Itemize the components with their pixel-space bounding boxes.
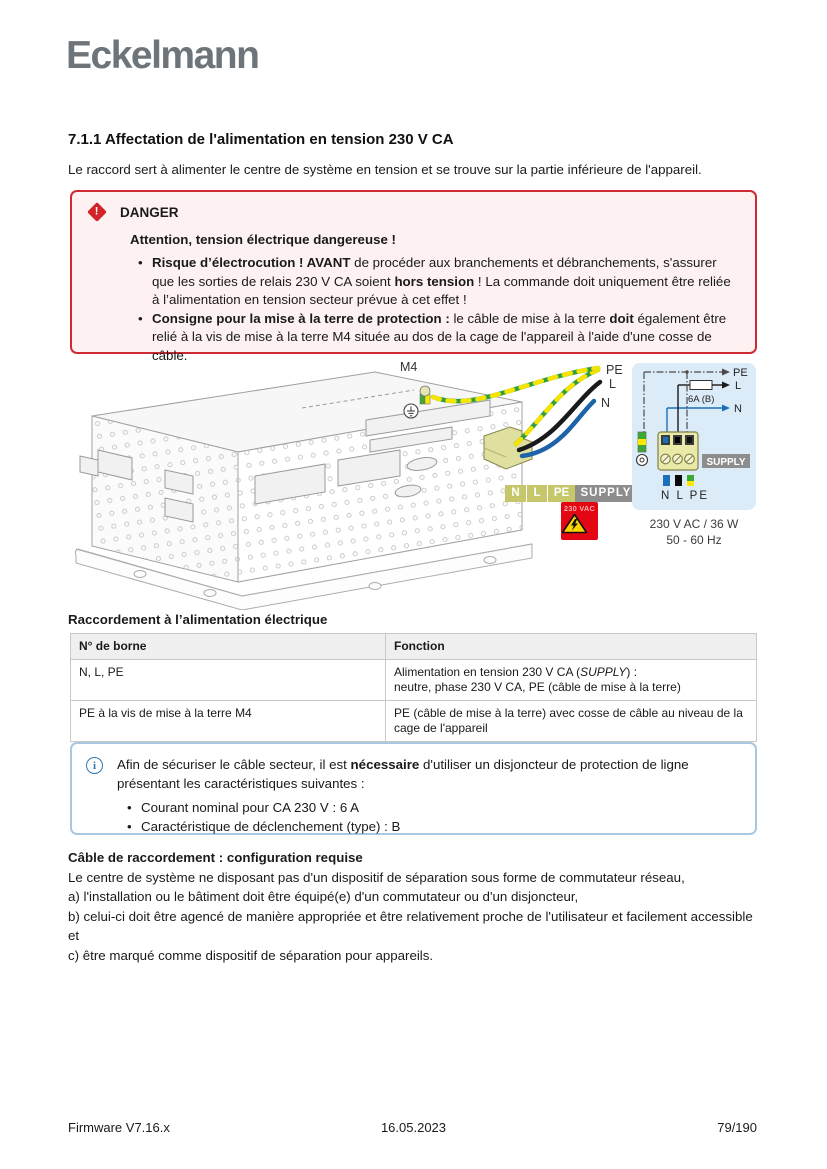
m4-label: M4 [400, 360, 418, 374]
pe-wire-label: PE [606, 363, 623, 377]
circuit-l-label: L [735, 380, 742, 392]
earth-symbol-icon [404, 404, 418, 418]
footer-date: 16.05.2023 [380, 1120, 447, 1135]
cable-line: a) l'installation ou le bâtiment doit être équipé(e) d'un commutateur ou d'un disjoncteur, [68, 889, 579, 904]
danger-bullet-text: Consigne pour la mise à la terre de protection : le câble de mise à la terre doit également être relié à la vis de mise à la terre M4 située au dos de la cage de l'appareil à l'aide d'une cosse de câble. [152, 310, 727, 363]
footer-page-number: 79/190 [717, 1120, 757, 1135]
table-heading: Raccordement à l’alimentation électrique [68, 612, 328, 627]
terminal-strip-labels [505, 485, 637, 502]
fuse-rating-label: 6A (B) [688, 394, 715, 405]
danger-icon: ! [87, 202, 107, 222]
intro-paragraph: Le raccord sert à alimenter le centre de système en tension et se trouve sur la partie inférieure de l'appareil. [68, 162, 702, 177]
table-row [71, 701, 757, 742]
terminal-pe-label: PE [548, 485, 575, 502]
info-bullet-text: Caractéristique de déclenchement (type) : B [141, 818, 401, 834]
info-icon: i [86, 757, 103, 774]
circuit-legend-label: N L PE [661, 490, 710, 502]
table-header-row [71, 634, 757, 660]
section-heading: 7.1.1 Affectation de l'alimentation en tension 230 V CA [68, 131, 454, 148]
company-logo: Eckelmann [66, 34, 259, 77]
bullet-dot: • [138, 310, 143, 326]
info-bullet [127, 799, 729, 818]
terminal-table [70, 633, 757, 742]
circuit-supply-label: SUPPLY [706, 457, 746, 468]
high-voltage-warning [561, 502, 598, 540]
spec-frequency: 50 - 60 Hz [666, 533, 722, 547]
m4-screw-icon [420, 386, 430, 404]
cable-heading: Câble de raccordement : configuration requise [68, 850, 363, 865]
power-specs [632, 516, 756, 548]
info-bullet [127, 818, 729, 837]
cell-terminal: N, L, PE [71, 660, 386, 701]
circuit-n-label: N [734, 403, 742, 415]
col-header-terminal: N° de borne [71, 634, 386, 660]
l-wire-label: L [609, 377, 616, 391]
n-wire-label: N [601, 396, 611, 410]
terminal-n-label: N [505, 485, 527, 502]
cell-function: PE (câble de mise à la terre) avec cosse de câble au niveau de la cage de l'appareil [386, 701, 757, 742]
cable-line: b) celui-ci doit être agencé de manière appropriée et être relativement proche de l'utilisateur et facilement accessible et [68, 908, 753, 943]
cell-terminal: PE à la vis de mise à la terre M4 [71, 701, 386, 742]
cable-line: c) être marqué comme dispositif de séparation pour appareils. [68, 947, 434, 963]
cable-line: Le centre de système ne disposant pas d'un dispositif de séparation sous forme de commutateur réseau, [68, 869, 685, 885]
high-voltage-icon [561, 513, 588, 534]
danger-bullet-text: Risque d’électrocution ! AVANT de procéder aux branchements et débranchements, s'assurer que les sorties de relais 230 V CA soient hors tension ! La commande doit uniquement être reliée à l’alimentation en tension secteur prévue à cet effet ! [152, 255, 731, 307]
bullet-dot: • [138, 255, 143, 270]
info-box [70, 742, 757, 835]
voltage-warning-label: 230 VAC [563, 504, 596, 513]
danger-bullet [138, 254, 741, 310]
danger-subheading: Attention, tension électrique dangereuse ! [130, 232, 396, 247]
supply-label: SUPPLY [575, 485, 637, 502]
table-row [71, 660, 757, 701]
col-header-function: Fonction [386, 634, 757, 660]
spec-voltage: 230 V AC / 36 W [649, 517, 739, 531]
danger-bullet [138, 310, 741, 366]
circuit-schematic [632, 363, 756, 510]
info-bullet-text: Courant nominal pour CA 230 V : 6 A [141, 800, 360, 815]
terminal-l-label: L [527, 485, 548, 502]
wiring-figure [70, 358, 760, 610]
bullet-dot: • [127, 818, 132, 834]
danger-box [70, 190, 757, 363]
bullet-dot: • [127, 800, 132, 815]
info-text: Afin de sécuriser le câble secteur, il est nécessaire d'utiliser un disjoncteur de protection de ligne présentant les caractéristiques suivantes : [117, 757, 689, 791]
cell-function: Alimentation en tension 230 V CA (SUPPLY) : neutre, phase 230 V CA, PE (câble de mise à la terre) [386, 660, 757, 701]
cable-section [68, 848, 762, 965]
circuit-pe-label: PE [733, 367, 748, 379]
danger-label: DANGER [120, 204, 179, 220]
footer-firmware: Firmware V7.16.x [68, 1120, 170, 1135]
circuit-schematic-drawing [632, 363, 756, 510]
